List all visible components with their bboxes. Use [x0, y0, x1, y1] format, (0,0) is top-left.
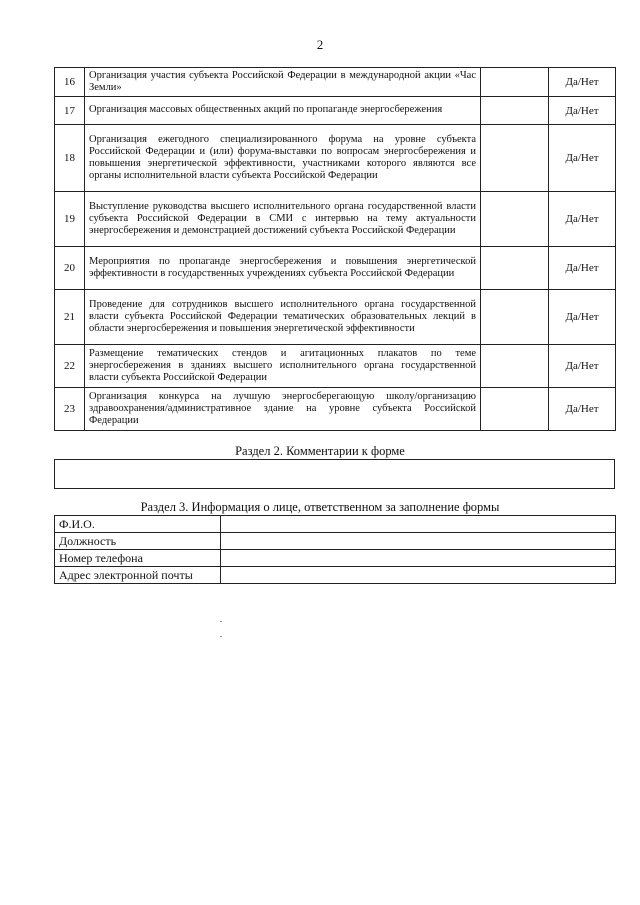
- row-answer[interactable]: Да/Нет: [549, 388, 616, 431]
- table-row: [55, 192, 616, 247]
- row-answer[interactable]: Да/Нет: [549, 125, 616, 192]
- table-row: [55, 97, 616, 125]
- row-value-cell[interactable]: [481, 290, 549, 345]
- table-row: [55, 247, 616, 290]
- table-row: [55, 516, 616, 533]
- scan-speck: [220, 621, 222, 622]
- row-number: 17: [55, 97, 85, 125]
- row-number: 22: [55, 345, 85, 388]
- field-label-fio: Ф.И.О.: [55, 516, 221, 533]
- row-description: Размещение тематических стендов и агитационных плакатов по теме энергосбережения в зданиях высшего исполнительного органа государственной власти субъекта Российской Федерации: [85, 345, 481, 388]
- row-description: Организация участия субъекта Российской Федерации в международной акции «Час Земли»: [85, 68, 481, 97]
- scan-speck: [220, 636, 222, 637]
- row-description: Организация ежегодного специализированного форума на уровне субъекта Российской Федерации и (или) форума-выставки по вопросам энергосбережения и повышения энергетической эффективности, участниками которого являются все органы исполнительной власти субъекта Российской Федерации: [85, 125, 481, 192]
- comments-input-box[interactable]: [54, 459, 615, 489]
- field-label-phone: Номер телефона: [55, 550, 221, 567]
- row-value-cell[interactable]: [481, 68, 549, 97]
- section-2-title: Раздел 2. Комментарии к форме: [235, 444, 405, 458]
- table-row: [55, 533, 616, 550]
- row-description: Организация конкурса на лучшую энергосберегающую школу/организацию здравоохранения/административное здание на уровне субъекта Российской Федерации: [85, 388, 481, 431]
- row-value-cell[interactable]: [481, 345, 549, 388]
- table-row: [55, 345, 616, 388]
- measures-table: [54, 67, 616, 431]
- row-value-cell[interactable]: [481, 247, 549, 290]
- row-number: 21: [55, 290, 85, 345]
- row-answer[interactable]: Да/Нет: [549, 97, 616, 125]
- row-number: 16: [55, 68, 85, 97]
- section-3-title: Раздел 3. Информация о лице, ответственном за заполнение формы: [140, 500, 500, 514]
- row-answer[interactable]: Да/Нет: [549, 290, 616, 345]
- row-number: 20: [55, 247, 85, 290]
- table-row: [55, 550, 616, 567]
- page-number: 2: [316, 37, 324, 52]
- table-row: [55, 290, 616, 345]
- field-value-email[interactable]: [221, 567, 616, 584]
- row-answer[interactable]: Да/Нет: [549, 192, 616, 247]
- row-number: 23: [55, 388, 85, 431]
- row-answer[interactable]: Да/Нет: [549, 68, 616, 97]
- row-description: Выступление руководства высшего исполнительного органа государственной власти субъекта Российской Федерации в СМИ с интервью на тему актуальности энергосбережения и демонстрацией достижений субъекта Российской Федерации: [85, 192, 481, 247]
- table-row: [55, 68, 616, 97]
- table-row: [55, 567, 616, 584]
- row-description: Проведение для сотрудников высшего исполнительного органа государственной власти субъекта Российской Федерации тематических образовательных лекций в области энергосбережения и повышения энергетической эффективности: [85, 290, 481, 345]
- field-label-position: Должность: [55, 533, 221, 550]
- row-value-cell[interactable]: [481, 192, 549, 247]
- row-answer[interactable]: Да/Нет: [549, 247, 616, 290]
- row-value-cell[interactable]: [481, 97, 549, 125]
- field-value-phone[interactable]: [221, 550, 616, 567]
- field-value-fio[interactable]: [221, 516, 616, 533]
- table-row: [55, 125, 616, 192]
- row-answer[interactable]: Да/Нет: [549, 345, 616, 388]
- row-value-cell[interactable]: [481, 388, 549, 431]
- row-value-cell[interactable]: [481, 125, 549, 192]
- row-number: 19: [55, 192, 85, 247]
- row-description: Мероприятия по пропаганде энергосбережения и повышения энергетической эффективности в государственных учреждениях субъекта Российской Федерации: [85, 247, 481, 290]
- field-label-email: Адрес электронной почты: [55, 567, 221, 584]
- table-row: [55, 388, 616, 431]
- row-number: 18: [55, 125, 85, 192]
- contact-info-table: [54, 515, 616, 584]
- field-value-position[interactable]: [221, 533, 616, 550]
- row-description: Организация массовых общественных акций по пропаганде энергосбережения: [85, 97, 481, 125]
